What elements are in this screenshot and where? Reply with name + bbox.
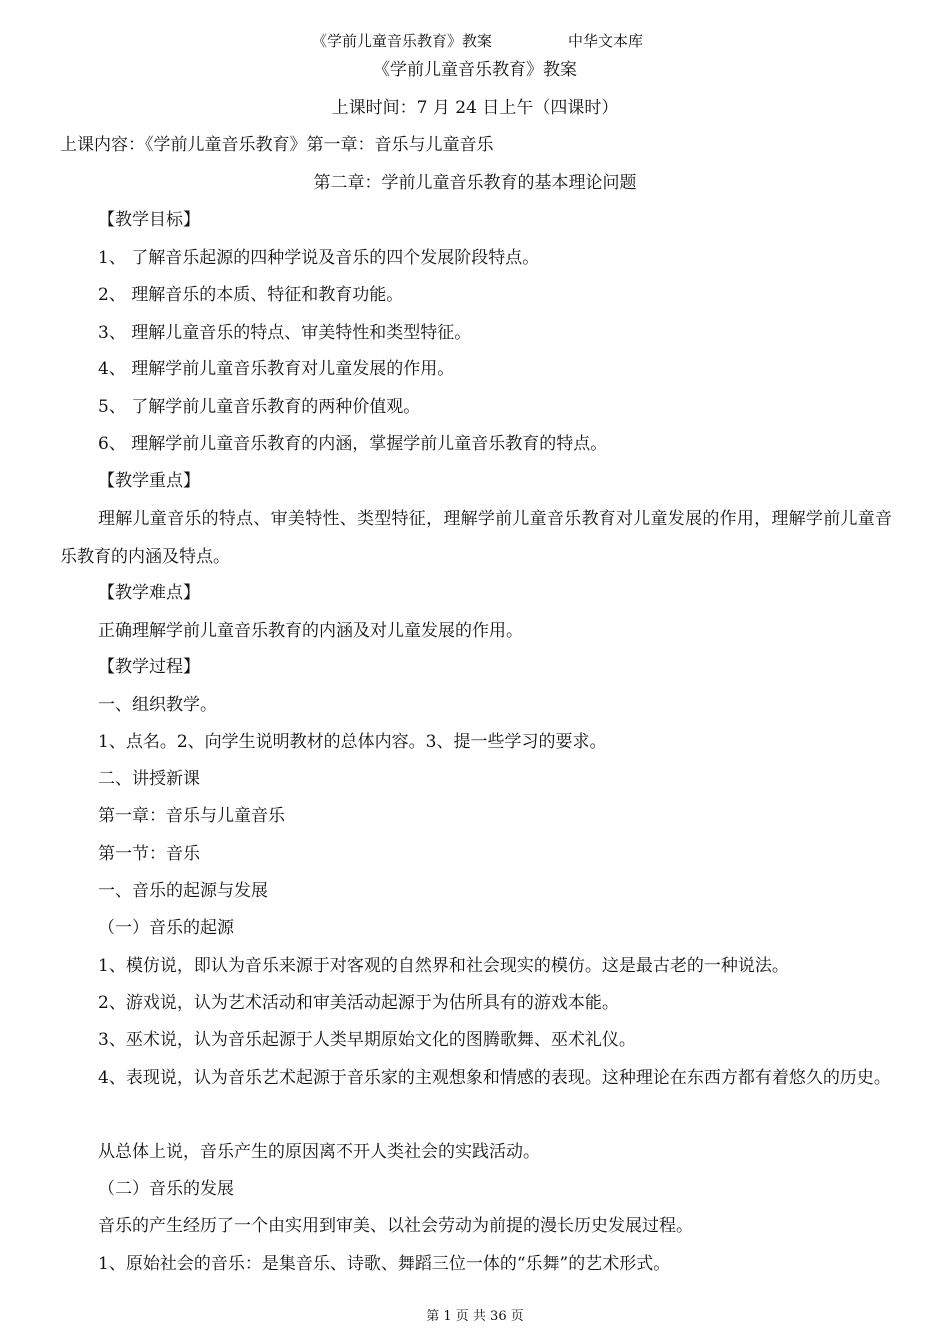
goal-item: 6、 理解学前儿童音乐教育的内涵，掌握学前儿童音乐教育的特点。	[98, 434, 608, 454]
class-time: 上课时间：7 月 24 日上午（四课时）	[331, 98, 619, 118]
page-number: 第 1 页 共 36 页	[426, 1309, 524, 1324]
process-item: 1、模仿说，即认为音乐来源于对客观的自然界和社会现实的模仿。这是最古老的一种说法。	[98, 956, 789, 976]
running-header	[0, 30, 950, 52]
expression-theory-text: 4、表现说，认为音乐艺术起源于音乐家的主观想象和情感的表现。这种理论在东西方都有着悠久的历史。	[98, 1068, 891, 1088]
difficult-points-text: 正确理解学前儿童音乐教育的内涵及对儿童发展的作用。	[98, 621, 523, 641]
process-heading: 【教学过程】	[98, 657, 200, 677]
process-item: 第一章：音乐与儿童音乐	[98, 806, 285, 826]
document-title: 《学前儿童音乐教育》教案	[373, 60, 577, 80]
process-item: （一）音乐的起源	[98, 918, 234, 938]
process-item: 二、讲授新课	[98, 769, 200, 789]
key-points-heading: 【教学重点】	[98, 471, 200, 491]
process-item: 一、音乐的起源与发展	[98, 881, 268, 901]
process-item: 一、组织教学。	[98, 695, 217, 715]
goal-item: 3、 理解儿童音乐的特点、审美特性和类型特征。	[98, 323, 472, 343]
class-content-line-2: 第二章：学前儿童音乐教育的基本理论问题	[313, 173, 637, 193]
development-item: 1、原始社会的音乐：是集音乐、诗歌、舞蹈三位一体的“乐舞”的艺术形式。	[98, 1254, 671, 1274]
process-item: 第一节：音乐	[98, 844, 200, 864]
difficult-points-heading: 【教学难点】	[98, 583, 200, 603]
goal-item: 5、 了解学前儿童音乐教育的两种价值观。	[98, 397, 421, 417]
goal-item: 2、 理解音乐的本质、特征和教育功能。	[98, 285, 404, 305]
development-intro: 音乐的产生经历了一个由实用到审美、以社会劳动为前提的漫长历史发展过程。	[98, 1216, 693, 1236]
process-item: 3、巫术说，认为音乐起源于人类早期原始文化的图腾歌舞、巫术礼仪。	[98, 1030, 636, 1050]
goal-item: 4、 理解学前儿童音乐教育对儿童发展的作用。	[98, 359, 455, 379]
running-header-source: 中华文本库	[568, 32, 644, 50]
key-points-text: 理解儿童音乐的特点、审美特性、类型特征，理解学前儿童音乐教育对儿童发展的作用，理解学前儿童音乐教育的内涵及特点。	[60, 509, 892, 567]
class-content-line-1: 上课内容：《学前儿童音乐教育》第一章：音乐与儿童音乐	[60, 135, 494, 155]
process-item: 1、点名。2、向学生说明教材的总体内容。3、提一些学习的要求。	[98, 732, 607, 752]
goal-item: 1、 了解音乐起源的四种学说及音乐的四个发展阶段特点。	[98, 248, 540, 268]
summary-text: 从总体上说，音乐产生的原因离不开人类社会的实践活动。	[98, 1142, 540, 1162]
running-header-title: 《学前儿童音乐教育》教案	[312, 32, 493, 50]
process-item: 2、游戏说，认为艺术活动和审美活动起源于为估所具有的游戏本能。	[98, 993, 619, 1013]
development-heading: （二）音乐的发展	[98, 1179, 234, 1199]
goals-heading: 【教学目标】	[98, 210, 200, 230]
